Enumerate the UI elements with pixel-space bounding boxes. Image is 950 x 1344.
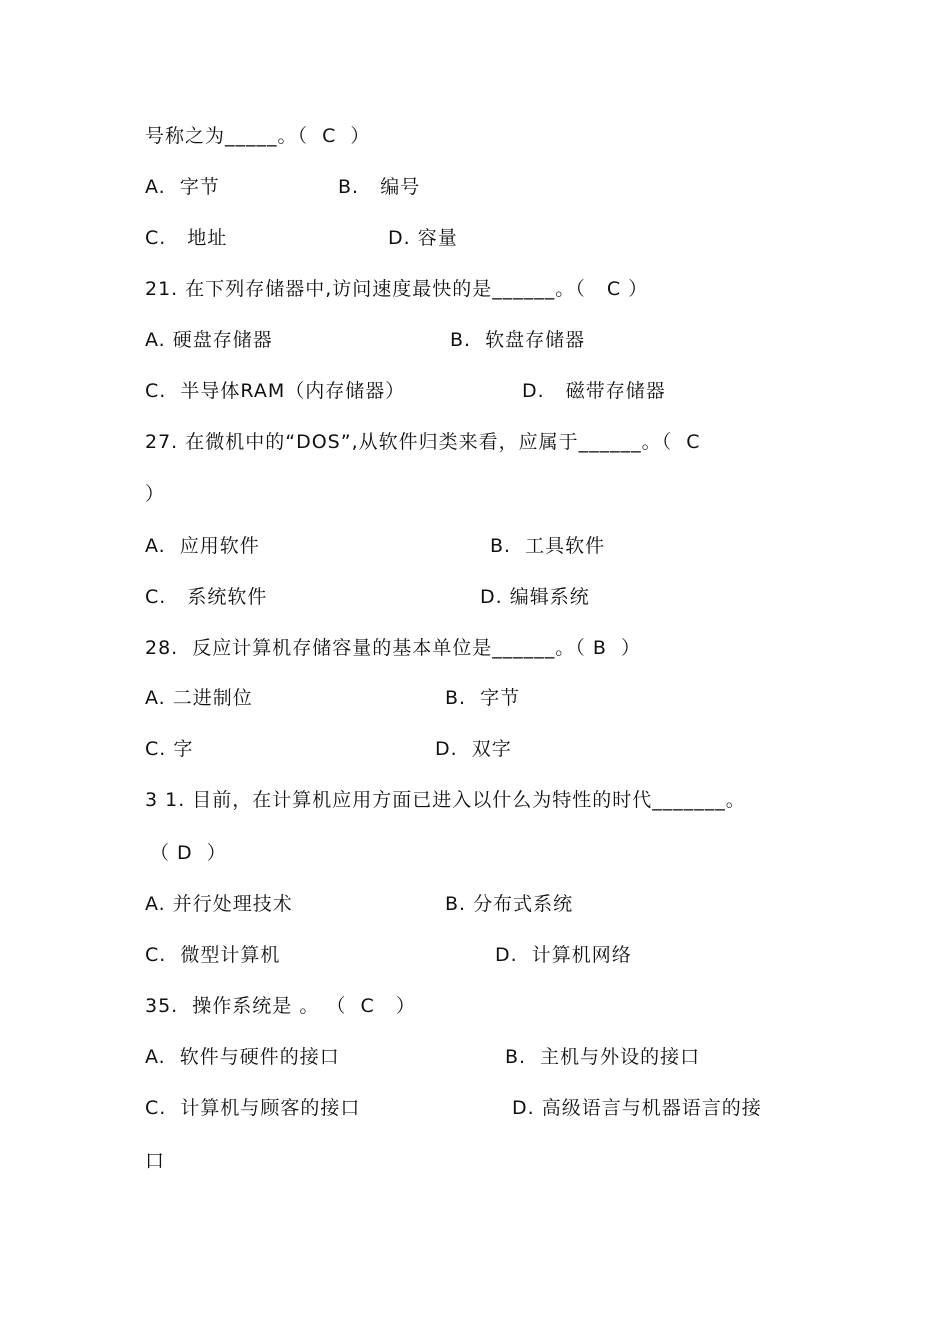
q27-options-ab bbox=[0, 531, 950, 561]
option-a: A. 软件与硬件的接口 bbox=[145, 1046, 340, 1068]
q28-options-cd bbox=[0, 734, 950, 764]
q31-options-ab bbox=[0, 889, 950, 919]
question-text: 35. 操作系统是 。 （ C ） bbox=[145, 995, 416, 1017]
q31-options-cd bbox=[0, 940, 950, 970]
option-b: B. 编号 bbox=[338, 176, 421, 198]
option-b: B. 分布式系统 bbox=[445, 893, 574, 915]
q21-options-ab bbox=[0, 325, 950, 355]
question-text: 27. 在微机中的“DOS”,从软件归类来看，应属于______。（ C bbox=[145, 431, 701, 453]
option-b: B. 字节 bbox=[445, 687, 521, 709]
q27-question bbox=[0, 427, 950, 457]
option-d-continuation: 口 bbox=[145, 1150, 166, 1172]
option-d: D. 编辑系统 bbox=[480, 586, 590, 608]
question-text: （ D ） bbox=[150, 842, 227, 864]
option-c: C. 微型计算机 bbox=[145, 944, 281, 966]
question-text: ） bbox=[145, 483, 166, 505]
question-text: 3 1. 目前，在计算机应用方面已进入以什么为特性的时代_______。 bbox=[145, 789, 746, 811]
q27-question-cont bbox=[0, 479, 950, 509]
option-b: B. 主机与外设的接口 bbox=[505, 1046, 701, 1068]
option-d: D. 高级语言与机器语言的接 bbox=[512, 1097, 762, 1119]
option-b: B. 工具软件 bbox=[490, 535, 606, 557]
option-d: D. 容量 bbox=[388, 227, 458, 249]
option-a: A. 字节 bbox=[145, 176, 220, 198]
q35-options-cd-cont bbox=[0, 1146, 950, 1176]
option-a: A. 应用软件 bbox=[145, 535, 260, 557]
option-d: D. 计算机网络 bbox=[495, 944, 632, 966]
option-a: A. 硬盘存储器 bbox=[145, 329, 273, 351]
option-c: C. 系统软件 bbox=[145, 586, 268, 608]
q35-options-ab bbox=[0, 1042, 950, 1072]
q21-question bbox=[0, 274, 950, 304]
option-c: C. 字 bbox=[145, 738, 194, 760]
option-a: A. 并行处理技术 bbox=[145, 893, 293, 915]
q20-question-tail bbox=[0, 121, 950, 151]
option-d: D. 双字 bbox=[435, 738, 512, 760]
q35-options-cd bbox=[0, 1093, 950, 1123]
q28-options-ab bbox=[0, 683, 950, 713]
q20-options-cd bbox=[0, 223, 950, 253]
q35-question bbox=[0, 991, 950, 1021]
question-text: 21. 在下列存储器中,访问速度最快的是______。（ C ） bbox=[145, 278, 649, 300]
question-text: 28. 反应计算机存储容量的基本单位是______。（ B ） bbox=[145, 637, 641, 659]
q31-question-cont bbox=[0, 838, 950, 868]
option-d: D. 磁带存储器 bbox=[522, 380, 666, 402]
q27-options-cd bbox=[0, 582, 950, 612]
option-c: C. 计算机与顾客的接口 bbox=[145, 1097, 361, 1119]
q31-question bbox=[0, 785, 950, 815]
option-c: C. 地址 bbox=[145, 227, 228, 249]
q21-options-cd bbox=[0, 376, 950, 406]
option-a: A. 二进制位 bbox=[145, 687, 253, 709]
question-text: 号称之为_____。（ C ） bbox=[145, 125, 371, 147]
q20-options-ab bbox=[0, 172, 950, 202]
option-b: B. 软盘存储器 bbox=[450, 329, 586, 351]
option-c: C. 半导体RAM（内存储器） bbox=[145, 380, 406, 402]
q28-question bbox=[0, 633, 950, 663]
